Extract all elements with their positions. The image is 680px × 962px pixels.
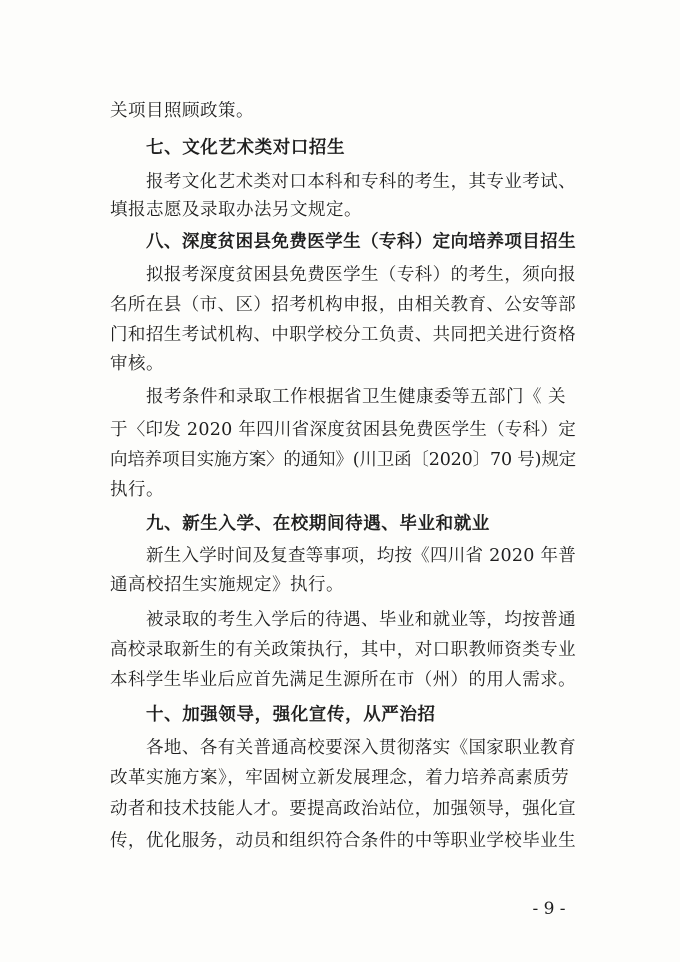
text-line-content: 于〈印发 2020 年四川省深度贫困县免费医学生（专科）定 xyxy=(110,420,576,440)
text-line-content: 动者和技术技能人才。要提高政治站位，加强领导，强化宣 xyxy=(110,799,576,819)
section-heading-text: 七、文化艺术类对口招生 xyxy=(146,138,346,158)
text-line-content: 高校录取新生的有关政策执行，其中，对口职教师资类专业 xyxy=(110,640,576,660)
text-line-content: 执行。 xyxy=(110,480,164,500)
text-line-content: 拟报考深度贫困县免费医学生（专科）的考生，须向报 xyxy=(146,265,576,285)
text-line-content: 通高校招生实施规定》执行。 xyxy=(110,575,344,595)
text-line-content: 报考文化艺术类对口本科和专科的考生，其专业考试、 xyxy=(146,172,576,192)
text-line-content: 填报志愿及录取办法另文规定。 xyxy=(110,200,362,220)
text-line-content: 传，优化服务，动员和组织符合条件的中等职业学校毕业生 xyxy=(110,831,576,851)
text-line-content: 新生入学时间及复查等事项，均按《四川省 2020 年普 xyxy=(146,546,576,566)
section-heading-text: 九、新生入学、在校期间待遇、毕业和就业 xyxy=(146,514,490,534)
text-line-content: 向培养项目实施方案〉的通知》(川卫函〔2020〕70 号)规定 xyxy=(110,450,576,470)
section-heading-text: 八、深度贫困县免费医学生（专科）定向培养项目招生 xyxy=(146,232,576,252)
text-line-content: 门和招生考试机构、中职学校分工负责、共同把关进行资格 xyxy=(110,325,576,345)
text-line-content: 报考条件和录取工作根据省卫生健康委等五部门《 关 xyxy=(146,387,567,407)
text-line-content: 本科学生毕业后应首先满足生源所在市（州）的用人需求。 xyxy=(110,670,576,690)
page-number: - 9 - xyxy=(532,899,566,919)
text-line-content: 审核。 xyxy=(110,354,164,374)
text-line-content: 被录取的考生入学后的待遇、毕业和就业等，均按普通 xyxy=(146,610,576,630)
text-line-content: 名所在县（市、区）招考机构申报，由相关教育、公安等部 xyxy=(110,295,576,315)
text-line-content: 改革实施方案》，牢固树立新发展理念，着力培养高素质劳 xyxy=(110,768,570,788)
text-line-content: 各地、各有关普通高校要深入贯彻落实《国家职业教育 xyxy=(146,738,576,758)
text-line-content: 关项目照顾政策。 xyxy=(110,101,254,121)
section-heading-text: 十、加强领导，强化宣传，从严治招 xyxy=(146,705,436,725)
